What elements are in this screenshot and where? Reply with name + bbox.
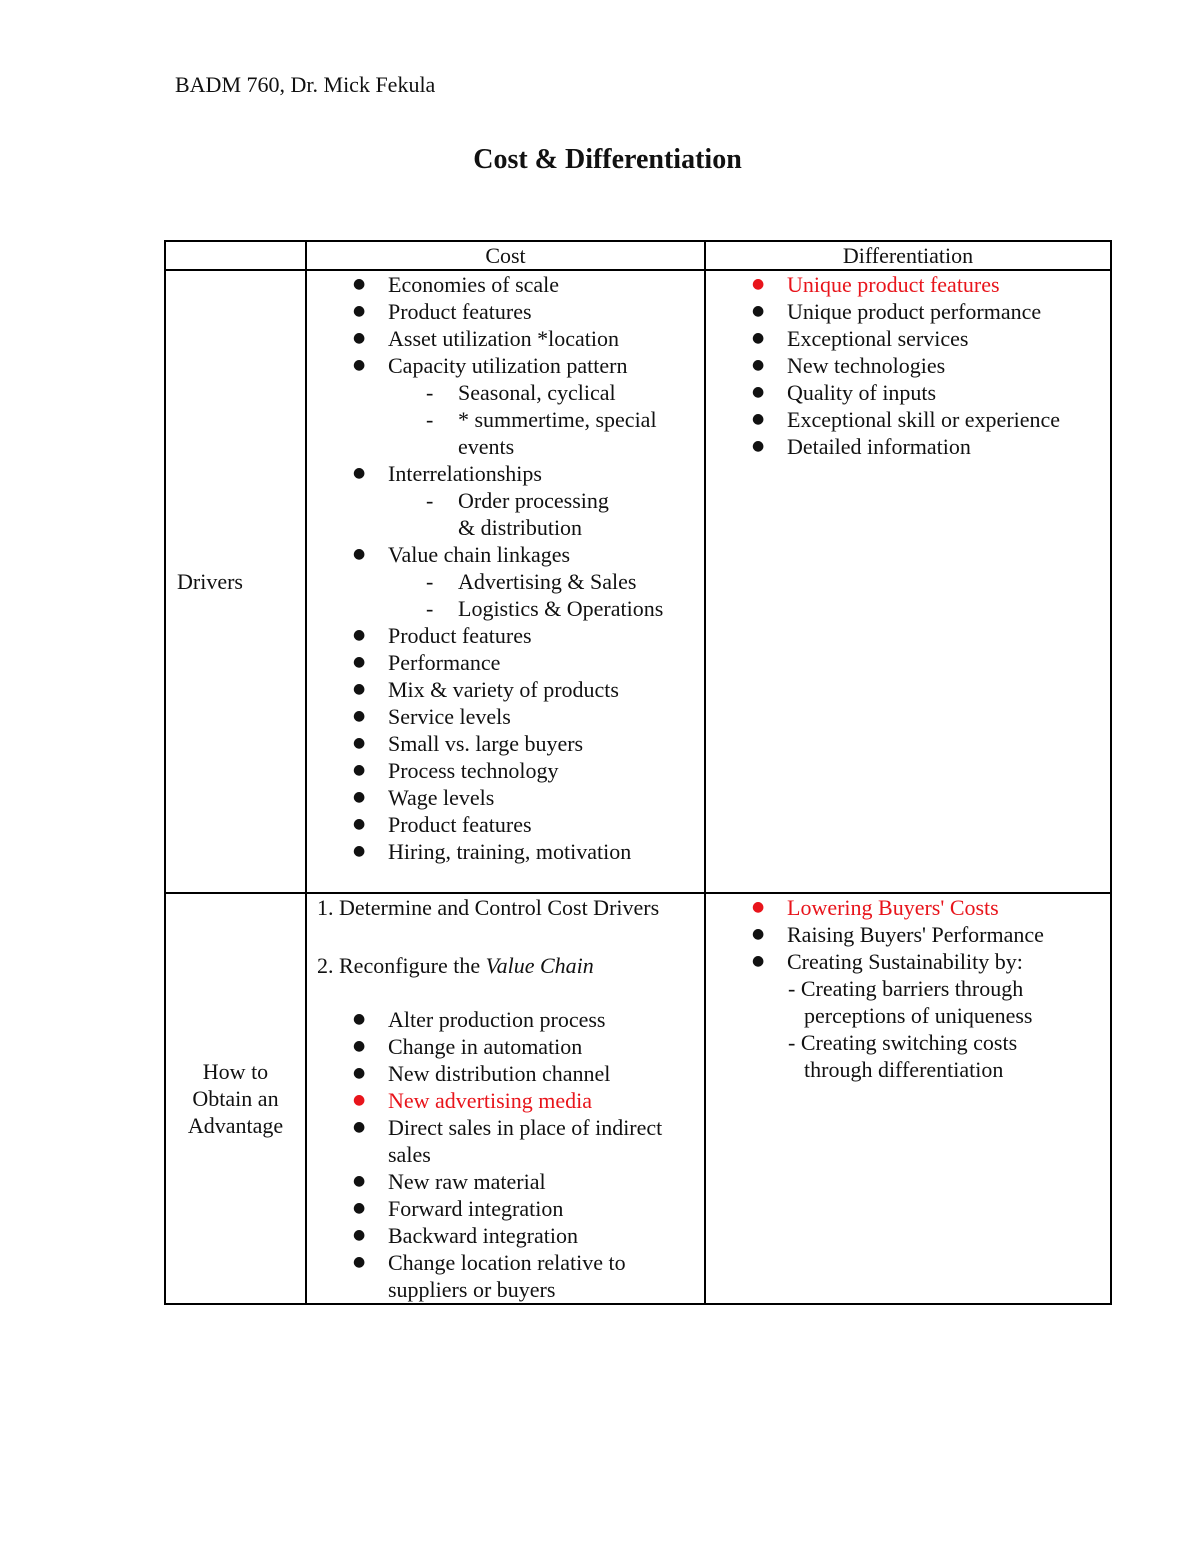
row-label-drivers: Drivers bbox=[165, 270, 306, 893]
list-item: ● Unique product performance bbox=[706, 298, 1110, 325]
list-item: ● Economies of scale bbox=[307, 271, 704, 298]
list-item: ● Forward integration bbox=[307, 1195, 704, 1222]
advantage-differentiation-cell bbox=[705, 893, 1111, 1304]
sub-list-item: - * summertime, special events bbox=[388, 406, 704, 460]
drivers-cost-cell bbox=[306, 270, 705, 893]
sub-list-item: - Seasonal, cyclical bbox=[388, 379, 704, 406]
list-item: ● Detailed information bbox=[706, 433, 1110, 460]
advantage-cost-list bbox=[307, 1006, 704, 1303]
list-item: ● New technologies bbox=[706, 352, 1110, 379]
drivers-cost-list bbox=[307, 271, 704, 865]
list-item: ● Change in automation bbox=[307, 1033, 704, 1060]
step-reconfigure-value-chain: 2. Reconfigure the Value Chain bbox=[317, 953, 594, 978]
advantage-cost-cell bbox=[306, 893, 705, 1304]
list-item-highlighted: ● Unique product features bbox=[706, 271, 1110, 298]
list-item: ● Alter production process bbox=[307, 1006, 704, 1033]
list-item: ● Mix & variety of products bbox=[307, 676, 704, 703]
sub-list-item: - Order processing & distribution bbox=[388, 487, 704, 541]
sub-list-item: - Advertising & Sales bbox=[388, 568, 704, 595]
advantage-differentiation-list bbox=[706, 894, 1110, 975]
list-item: ● Asset utilization *location bbox=[307, 325, 704, 352]
table-row-drivers bbox=[165, 270, 1111, 893]
list-item: ● Small vs. large buyers bbox=[307, 730, 704, 757]
list-item-highlighted: ● New advertising media bbox=[307, 1087, 704, 1114]
list-item: ● Capacity utilization pattern - Seasonal, cyclical - * summertime, special events bbox=[307, 352, 704, 460]
list-item: ● New distribution channel bbox=[307, 1060, 704, 1087]
list-item: ● Interrelationships - Order processing & distribution bbox=[307, 460, 704, 541]
cost-differentiation-table bbox=[164, 240, 1112, 1305]
sub-list bbox=[388, 379, 704, 460]
document-header: BADM 760, Dr. Mick Fekula bbox=[175, 72, 436, 97]
list-item: ● Quality of inputs bbox=[706, 379, 1110, 406]
row-label-text: How to Obtain an Advantage bbox=[187, 1059, 284, 1138]
list-item: ● Exceptional services bbox=[706, 325, 1110, 352]
column-header-cost: Cost bbox=[306, 241, 705, 270]
table-header-row bbox=[165, 241, 1111, 270]
list-item: ● Direct sales in place of indirect sales bbox=[307, 1114, 704, 1168]
row-label-advantage bbox=[165, 893, 306, 1304]
sub-list-item: - Logistics & Operations bbox=[388, 595, 704, 622]
drivers-differentiation-cell bbox=[705, 270, 1111, 893]
list-item: ● Exceptional skill or experience bbox=[706, 406, 1110, 433]
header-empty-cell bbox=[165, 241, 306, 270]
sustainability-sub-item: - Creating switching costs through differentiation bbox=[788, 1030, 1018, 1082]
list-item: ● Wage levels bbox=[307, 784, 704, 811]
sub-list bbox=[388, 487, 704, 541]
list-item: ● New raw material bbox=[307, 1168, 704, 1195]
list-item: ● Performance bbox=[307, 649, 704, 676]
drivers-differentiation-list bbox=[706, 271, 1110, 460]
table-row-advantage bbox=[165, 893, 1111, 1304]
list-item: ● Value chain linkages - Advertising & Sales - Logistics & Operations bbox=[307, 541, 704, 622]
list-item-highlighted: ● Lowering Buyers' Costs bbox=[706, 894, 1110, 921]
list-item: ● Raising Buyers' Performance bbox=[706, 921, 1110, 948]
sub-list bbox=[388, 568, 704, 622]
list-item: ● Hiring, training, motivation bbox=[307, 838, 704, 865]
step-determine-cost-drivers: 1. Determine and Control Cost Drivers bbox=[317, 895, 660, 920]
list-item: ● Process technology bbox=[307, 757, 704, 784]
sustainability-sub-item: - Creating barriers through perceptions of uniqueness bbox=[788, 976, 1033, 1028]
list-item: ● Creating Sustainability by: bbox=[706, 948, 1110, 975]
list-item: ● Product features bbox=[307, 298, 704, 325]
list-item: ● Backward integration bbox=[307, 1222, 704, 1249]
document-title: Cost & Differentiation bbox=[473, 144, 742, 175]
list-item: ● Product features bbox=[307, 811, 704, 838]
column-header-differentiation: Differentiation bbox=[705, 241, 1111, 270]
list-item: ● Product features bbox=[307, 622, 704, 649]
list-item: ● Service levels bbox=[307, 703, 704, 730]
list-item: ● Change location relative to suppliers or buyers bbox=[307, 1249, 704, 1303]
